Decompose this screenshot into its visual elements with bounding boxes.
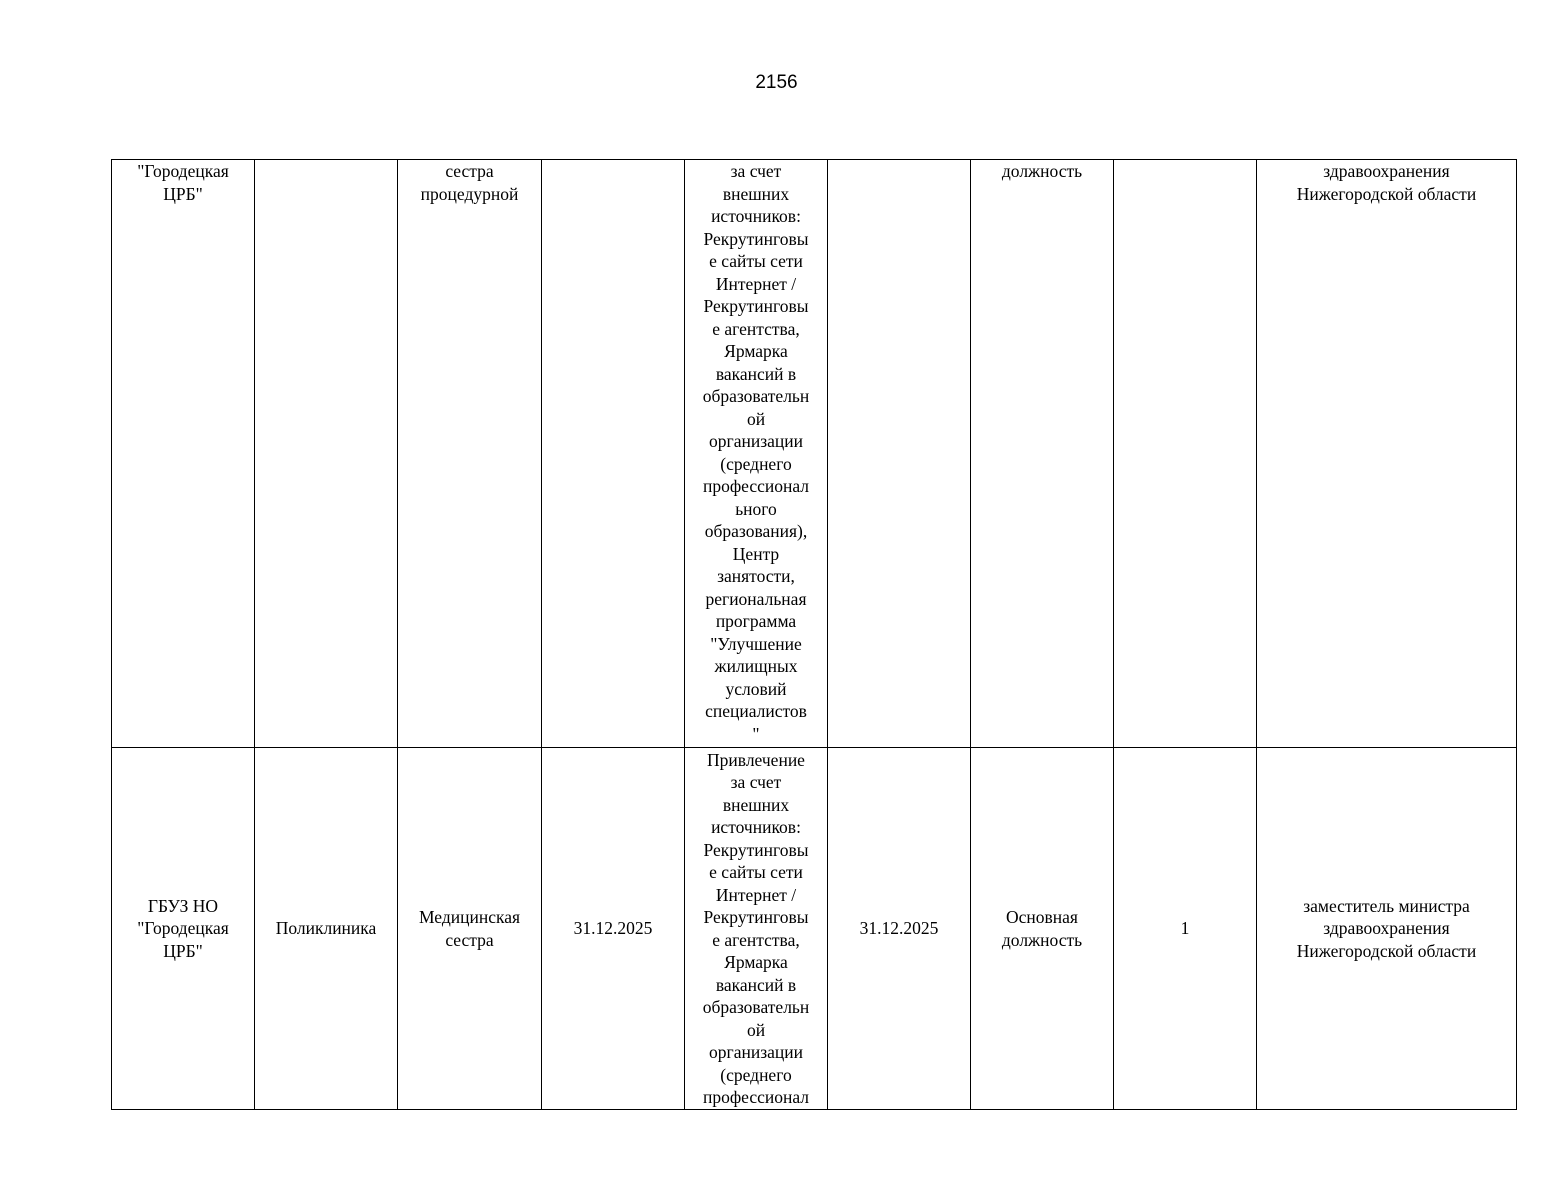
table-cell-department [255, 160, 398, 748]
table-cell-position-type: Основная должность [971, 748, 1114, 1110]
data-table [111, 159, 1517, 1110]
table-row [112, 160, 1517, 748]
table-cell-responsible: заместитель министра здравоохранения Нижегородской области [1257, 748, 1517, 1110]
table-cell-count [1114, 160, 1257, 748]
table-cell-position: сестра процедурной [398, 160, 542, 748]
table-cell-position-type: должность [971, 160, 1114, 748]
table-cell-method: Привлечение за счет внешних источников: Рекрутинговы е сайты сети Интернет / Рекрутинговы е агентства, Ярмарка вакансий в образовательн ой организации (среднего профессионал [685, 748, 828, 1110]
table-cell-date: 31.12.2025 [542, 748, 685, 1110]
table-cell-deadline: 31.12.2025 [828, 748, 971, 1110]
table-cell-organization: "Городецкая ЦРБ" [112, 160, 255, 748]
table-cell-date [542, 160, 685, 748]
page-number: 2156 [755, 72, 798, 93]
table-cell-position: Медицинская сестра [398, 748, 542, 1110]
table-cell-method: за счет внешних источников: Рекрутинговы е сайты сети Интернет / Рекрутинговы е агентства, Ярмарка вакансий в образовательн ой организации (среднего профессионал ьного образования), Центр занятости, региональная программа "Улучшение жилищных условий специалистов " [685, 160, 828, 748]
table-cell-department: Поликлиника [255, 748, 398, 1110]
table-cell-count: 1 [1114, 748, 1257, 1110]
table-row [112, 748, 1517, 1110]
table-cell-deadline [828, 160, 971, 748]
table-cell-responsible: здравоохранения Нижегородской области [1257, 160, 1517, 748]
table-cell-organization: ГБУЗ НО "Городецкая ЦРБ" [112, 748, 255, 1110]
